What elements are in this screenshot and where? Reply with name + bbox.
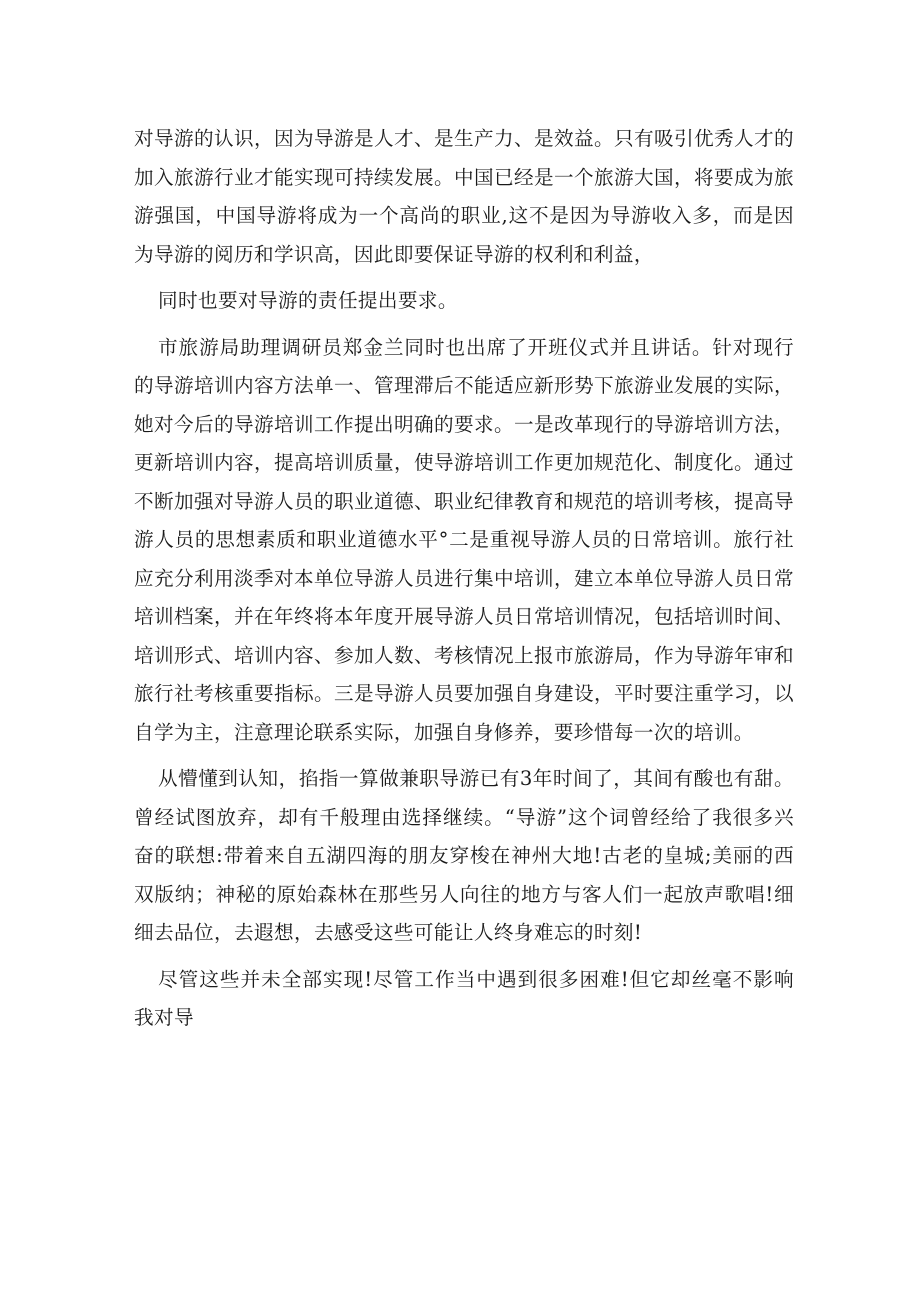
paragraph-requirements: 同时也要对导游的责任提出要求。 xyxy=(158,289,458,312)
paragraph-continuation: 对导游的认识，因为导游是人才、是生产力、是效益。只有吸引优秀人才的加入旅游行业才能实现可持续发展。中国已经是一个旅游大国，将要成为旅游强国，中国导游将成为一个高尚的职业,这不是因为导游收入多，而是因为导游的阅历和学识高，因此即要保证导游的权利和利益， xyxy=(134,127,794,266)
paragraph-difficulties: 尽管这些并未全部实现!尽管工作当中遇到很多困难!但它却丝毫不影响我对导 xyxy=(134,967,794,1029)
paragraph-speech: 市旅游局助理调研员郑金兰同时也出席了开班仪式并且讲话。针对现行的导游培训内容方法单一、管理滞后不能适应新形势下旅游业发展的实际，她对今后的导游培训工作提出明确的要求。一是改革现行的导游培训方法，更新培训内容，提高培训质量，使导游培训工作更加规范化、制度化。通过不断加强对导游人员的职业道德、职业纪律教育和规范的培训考核，提高导游人员的思想素质和职业道德水平°二是重视导游人员的日常培训。旅行社应充分利用淡季对本单位导游人员进行集中培训，建立本单位导游人员日常培训档案，并在年终将本年度开展导游人员日常培训情况，包括培训时间、培训形式、培训内容、参加人数、考核情况上报市旅游局，作为导游年审和旅行社考核重要指标。三是导游人员要加强自身建设，平时要注重学习，以自学为主，注意理论联系实际，加强自身修养，要珍惜每一次的培训。 xyxy=(134,335,794,744)
document-body xyxy=(134,120,794,1046)
paragraph-experience: 从懵懂到认知，掐指一算做兼职导游已有3年时间了，其间有酸也有甜。曾经试图放弃，却有千般理由选择继续。“导游”这个词曾经给了我很多兴奋的联想:带着来自五湖四海的朋友穿梭在神州大地!古老的皇城;美丽的西双版纳；神秘的原始森林在那些另人向往的地方与客人们一起放声歌唱!细细去品位，去遐想，去感受这些可能让人终身难忘的时刻! xyxy=(134,767,794,944)
